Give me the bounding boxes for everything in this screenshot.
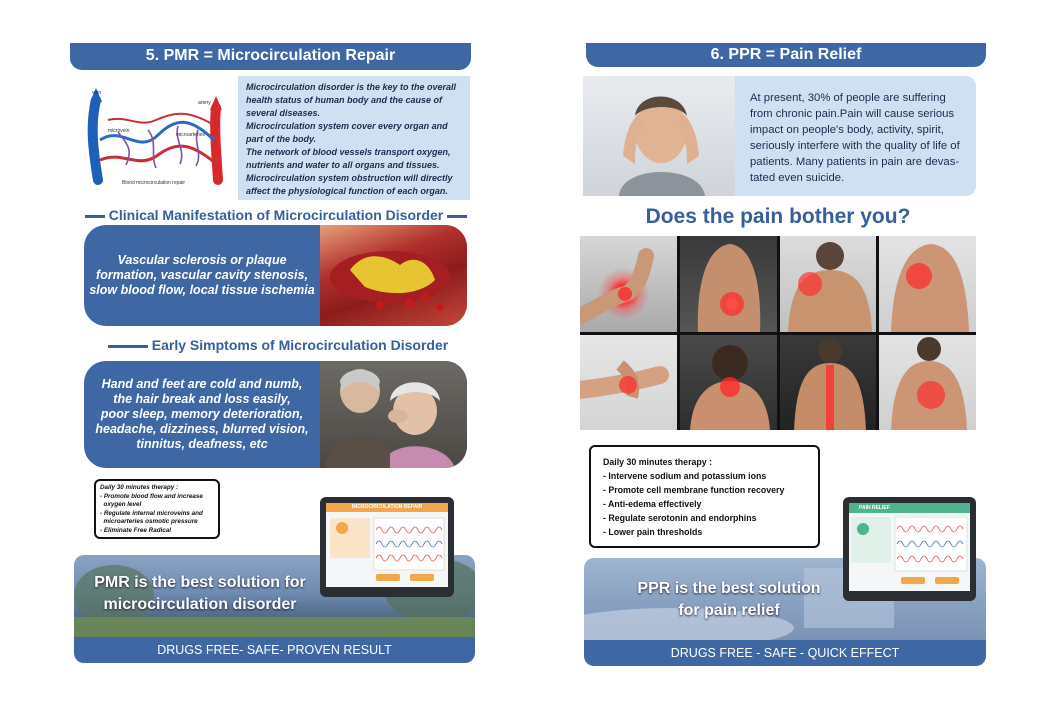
pain-question: Does the pain bother you? (645, 205, 911, 228)
pmr-intro-line: Microcirculation system cover every organ and (246, 121, 448, 131)
ppr-intro-line: seriously interfere with the quality of life of (750, 140, 960, 152)
pmr-intro-line: nutrients and water to all organs and tissues. (246, 160, 440, 170)
ppr-footer-text: DRUGS FREE - SAFE - QUICK EFFECT (670, 646, 900, 660)
pain-photo-lower-back (680, 236, 777, 332)
diagram-caption: Blood microcirculation repair (122, 180, 186, 186)
pain-photo-mid-back (879, 335, 976, 431)
ppr-tablet-title: PAIN RELIEF (849, 503, 970, 513)
early-heading-text: Early Simptoms of Microcirculation Disorder (151, 337, 449, 353)
pmr-intro-line: affect the physiological function of each organ. (246, 186, 448, 196)
ppr-banner: 6. PPR = Pain Relief (586, 43, 986, 67)
ppr-tablet (843, 497, 976, 601)
vein-label: vein (92, 90, 102, 96)
pain-photo-elbow (580, 236, 677, 332)
pmr-intro-line: The network of blood vessels transport oxygen, (246, 147, 451, 157)
pmr-therapy-line: - Promote blood flow and increase (100, 492, 203, 500)
ppr-intro-line: tated even suicide. (750, 172, 845, 184)
pmr-therapy-line: oxygen level (100, 501, 142, 509)
pmr-intro-line: Microcirculation disorder is the key to the overall (246, 82, 457, 92)
pmr-slogan-line: microcirculation disorder (103, 596, 297, 613)
pain-photo-wrist (580, 335, 677, 431)
early-text-line: tinnitus, deafness, etc (136, 437, 268, 451)
ppr-slogan-line: for pain relief (678, 602, 780, 619)
ppr-intro-line: impact on people's body, activity, spirit, (750, 124, 944, 136)
pain-photo-spine (780, 335, 877, 431)
early-text-line: poor sleep, memory deterioration, (100, 407, 304, 421)
ppr-therapy-line: - Anti-edema effectively (603, 499, 702, 509)
early-text-line: Hand and feet are cold and numb, (101, 377, 303, 391)
ppr-intro-line: from chronic pain.Pain will cause serious (750, 108, 955, 120)
pmr-therapy-line: microarteries osmotic pressure (100, 518, 198, 526)
ppr-tablet-screen (849, 503, 970, 591)
clinical-card (84, 225, 467, 326)
pmr-intro-line: Microcirculation system obstruction will directly (246, 173, 453, 183)
elderly-couple-image (320, 361, 467, 468)
pmr-footer-text: DRUGS FREE- SAFE- PROVEN RESULT (157, 643, 392, 657)
pain-photo-shoulder (780, 236, 877, 332)
pain-photo-neck (680, 335, 777, 431)
ppr-therapy-line: - Regulate serotonin and endorphins (603, 513, 757, 523)
headache-man-image (583, 76, 735, 196)
clinical-text-line: formation, vascular cavity stenosis, (96, 268, 308, 282)
ppr-intro-box (735, 76, 976, 196)
pmr-therapy-line: - Regulate internal microveins and (100, 509, 203, 517)
ppr-footer (584, 640, 986, 666)
pmr-therapy-line: - Eliminate Free Radical (100, 526, 172, 534)
artery-plaque-image (320, 225, 467, 326)
ppr-therapy-line: Daily 30 minutes therapy : (603, 457, 713, 467)
pmr-intro-line: part of the body. (246, 134, 317, 144)
early-text-line: the hair break and loss easily, (113, 392, 291, 406)
early-text-line: headache, dizziness, blurred vision, (95, 422, 309, 436)
venule-label: microvein (108, 128, 130, 134)
ppr-therapy-line: - Lower pain thresholds (603, 527, 703, 537)
ppr-therapy-line: - Intervene sodium and potassium ions (603, 471, 767, 481)
ppr-therapy-line: - Promote cell membrane function recovery (603, 485, 785, 495)
capillary-label: microarteries (176, 132, 205, 138)
divider-line (108, 345, 148, 348)
pmr-tablet-title: MICROCIRCULATION REPAIR (326, 503, 448, 512)
divider-line (85, 215, 105, 218)
pain-photo-grid (580, 236, 976, 430)
vascular-diagram (78, 80, 234, 192)
early-card (84, 361, 467, 468)
pmr-intro-line: health status of human body and the cause of (246, 95, 443, 105)
pmr-tablet-screen (326, 503, 448, 587)
ppr-therapy-note (589, 445, 820, 548)
early-text (84, 361, 320, 468)
pain-photo-upper-back (879, 236, 976, 332)
ppr-intro-line: patients. Many patients in pain are devas- (750, 156, 960, 168)
pmr-banner: 5. PMR = Microcirculation Repair (70, 43, 471, 70)
divider-line (447, 215, 467, 218)
pmr-therapy-note (94, 479, 220, 539)
pmr-tablet (320, 497, 454, 597)
clinical-text-line: Vascular sclerosis or plaque (117, 253, 287, 267)
ppr-slogan (584, 578, 874, 622)
artery-label: artery (198, 100, 211, 106)
pmr-footer (74, 637, 475, 663)
clinical-text (84, 225, 320, 326)
pmr-slogan-line: PMR is the best solution for (94, 574, 306, 591)
pmr-intro-line: several diseases. (246, 108, 321, 118)
ppr-intro-line: At present, 30% of people are suffering (750, 92, 946, 104)
pmr-intro-box (238, 76, 470, 200)
ppr-slogan-line: PPR is the best solution (637, 580, 821, 597)
clinical-heading-text: Clinical Manifestation of Microcirculation Disorder (108, 207, 444, 223)
clinical-heading (80, 206, 472, 224)
clinical-text-line: slow blood flow, local tissue ischemia (89, 283, 315, 297)
pmr-slogan (74, 572, 326, 616)
pmr-therapy-line: Daily 30 minutes therapy : (100, 484, 179, 491)
